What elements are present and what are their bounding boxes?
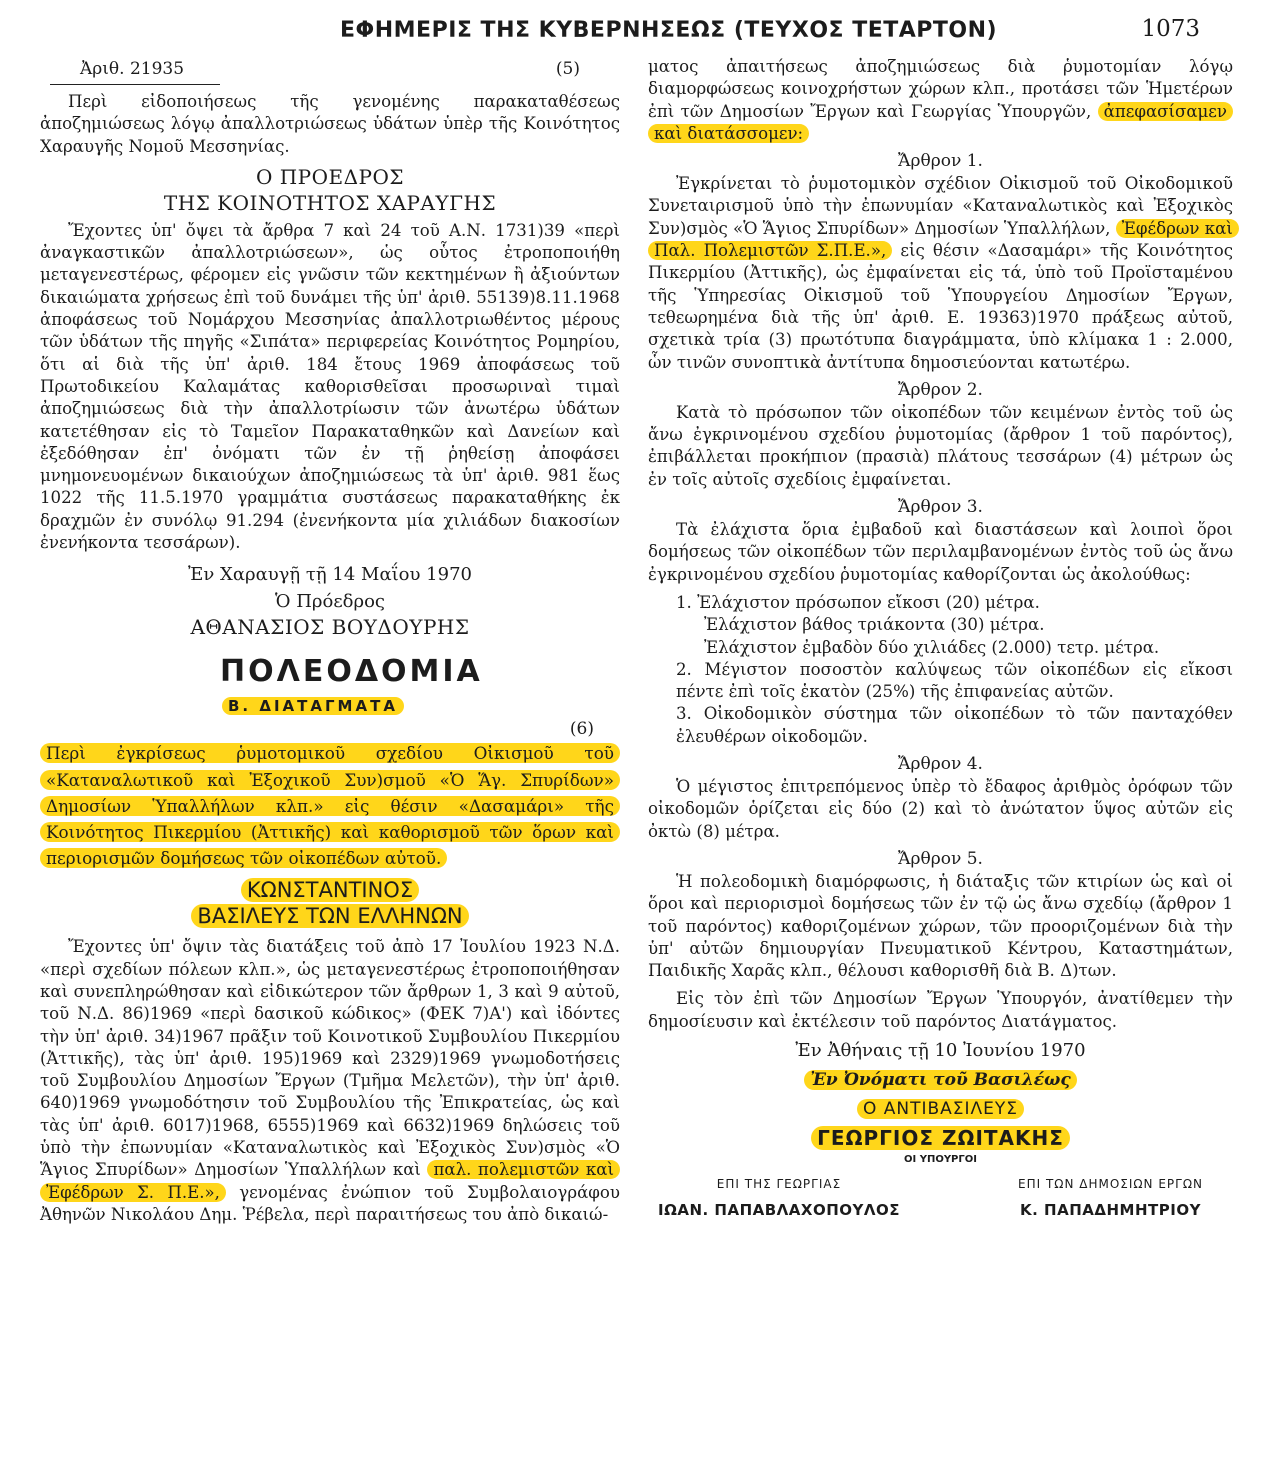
list-item: Ἐλάχιστον ἐμβαδὸν δύο χιλιάδες (2.000) τετρ. μέτρα. [704,637,1160,657]
regent-title-wrap [648,1095,1233,1123]
regent-name: ΓΕΩΡΓΙΟΣ ΖΩΙΤΑΚΗΣ [811,1126,1070,1150]
decision-number: Ἀριθ. 21935 [80,59,185,79]
section-title: ΠΟΛΕΟΔΟΜΙΑ [220,654,483,690]
king-title-wrap [40,903,620,930]
section-sub-wrap [222,694,620,718]
article-3-list [648,592,1233,748]
article-2-title: Ἄρθρον 2. [898,379,983,400]
regent-title: Ο ΑΝΤΙΒΑΣΙΛΕΥΣ [857,1099,1024,1119]
regent-name-wrap [648,1123,1233,1153]
minister-2-name: Κ. ΠΑΠΑΔΗΜΗΤΡΙΟΥ [1020,1200,1201,1219]
king-name-wrap [40,877,620,903]
divider [50,84,220,85]
minister-1-name: ΙΩΑΝ. ΠΑΠΑΒΛΑΧΟΠΟΥΛΟΣ [658,1200,900,1219]
decree-preamble [40,936,620,1226]
article-5-title: Ἄρθρον 5. [898,848,983,869]
gazette-title: ΕΦΗΜΕΡΙΣ ΤΗΣ ΚΥΒΕΡΝΗΣΕΩΣ (ΤΕΥΧΟΣ ΤΕΤΑΡΤΟΝ) [340,18,998,43]
minister-2 [1018,1177,1203,1219]
page-header [40,14,1230,50]
in-name-wrap [648,1065,1233,1095]
list-item: 3. Οἰκοδομικὸν σύστημα τῶν οἰκοπέδων τὸ τῶν πανταχόθεν ἐλευθέρων οἰκοδομῶν. [676,704,1233,746]
minister-1-title: ΕΠΙ ΤΗΣ ΓΕΩΡΓΙΑΣ [716,1176,842,1191]
list-item: Ἐλάχιστον βάθος τριάκοντα (30) μέτρα. [704,615,1045,635]
minister-1 [658,1177,900,1219]
article-3-title: Ἄρθρον 3. [898,497,983,518]
in-name-of-king: Ἐν Ὀνόματι τοῦ Βασιλέως [804,1070,1076,1090]
section-subtitle: Β. ΔΙΑΤΑΓΜΑΤΑ [222,697,404,715]
minister-signatures [648,1177,1233,1219]
ministers-label: ΟΙ ΥΠΟΥΡΓΟΙ [904,1153,977,1165]
notice-subject: Περὶ εἰδοποιήσεως τῆς γενομένης παρακαταθέσεως ἀποζημιώσεως λόγῳ ἀπαλλοτριώσεως ὑδάτων ὑπὲρ τῆς Κοινότητος Χαραυγῆς Νομοῦ Μεσσηνίας. [40,92,620,156]
decree-date: Ἐν Ἀθήναις τῇ 10 Ἰουνίου 1970 [795,1039,1086,1061]
decree-subject: Περὶ ἐγκρίσεως ῥυμοτομικοῦ σχεδίου Οἰκισμοῦ τοῦ «Καταναλωτικοῦ καὶ Ἐξοχικοῦ Συν)σμοῦ «Ὁ Ἅγ. Σπυρίδων» Δημοσίων Ὑπαλλήλων κλπ.» εἰς θέσιν «Δασαμάρι» τῆς Κοινότητος Πικερμίου (Ἀττικῆς) καὶ καθορισμοῦ τῶν ὅρων καὶ περιορισμῶν δομήσεως τῶν οἰκοπέδων αὐτοῦ. [40,743,620,868]
decision-row [40,56,620,82]
preamble-part-b: γενομένας ἐνώπιον τοῦ Συμβολαιογράφου Ἀθηνῶν Νικολάου Δημ. Ῥέβελα, περὶ παραιτήσεως του ἀπὸ δικαιώ- [40,1182,620,1224]
authority-title: Ο ΠΡΟΕΔΡΟΣ [255,164,405,189]
article-1-highlight: Ἐφέδρων καὶ Παλ. Πολεμιστῶν Σ.Π.Ε.», [648,219,1239,260]
section-heading [220,652,620,692]
right-column [648,56,1233,1219]
intro-highlight: ἀπεφασίσαμεν καὶ διατάσσομεν: [648,102,1233,143]
signer-title: Ὁ Πρόεδρος [275,591,385,613]
notice-body: Ἔχοντες ὑπ' ὄψει τὰ ἄρθρα 7 καὶ 24 τοῦ Α.Ν. 1731)39 «περὶ ἀναγκαστικῶν ἀπαλλοτριώσεων», ὡς οὗτος ἐτροποποιήθη μεταγενεστέρως, φέρομεν εἰς γνῶσιν τῶν κεκτημένων ἢ ἀξιούντων δικαιώματα χρήσεως ἐπὶ τοῦ δυνάμει τῆς ὑπ' ἀριθ. 55139)8.11.1968 ἀποφάσεως τοῦ Νομάρχου Μεσσηνίας ἀπαλλοτριωθέντος μέρους τῶν ὑδάτων τῆς πηγῆς «Σιπάτα» περιφερείας Κοινότητος Ρομηρίου, ὅτι αἱ διὰ τῆς ὑπ' ἀριθ. 184 ἔτους 1969 ἀποφάσεως τοῦ Πρωτοδικείου Καλαμάτας καθορισθεῖσαι προσωριναὶ τιμαὶ ἀποζημιώσεως διὰ τὴν ἀπαλλοτρίωσιν τῶν ἀνωτέρω ὑδάτων κατετέθησαν εἰς τὸ Ταμεῖον Παρακαταθηκῶν καὶ Δανείων καὶ ἐξεδόθησαν ἐπ' ὀνόματι τῶν ἐν τῇ ῥηθείσῃ ἀποφάσει μνημονευομένων δικαιούχων ἀποζημιώσεως τὰ ὑπ' ἀριθ. 981 ἕως 1022 τῆς 11.5.1970 γραμμάτια συστάσεως παρακαταθήκης ἐκ δραχμῶν ἐν συνόλῳ 91.294 (ἐνενήκοντα μία χιλιάδων διακοσίων ἐνενήκοντα τεσσάρων). [40,220,620,553]
minister-2-title: ΕΠΙ ΤΩΝ ΔΗΜΟΣΙΩΝ ΕΡΓΩΝ [1017,1176,1203,1191]
article-4-body: Ὁ μέγιστος ἐπιτρεπόμενος ὑπὲρ τὸ ἔδαφος ἀριθμὸς ὀρόφων τῶν οἰκοδομῶν ὁρίζεται εἰς δύο (2) καὶ τὸ ἀνώτατον ὕψος αὐτῶν εἰς ὀκτὼ (8) μέτρα. [648,777,1233,841]
king-title: ΒΑΣΙΛΕΥΣ ΤΩΝ ΕΛΛΗΝΩΝ [191,904,468,928]
list-item: 1. Ἐλάχιστον πρόσωπον εἴκοσι (20) μέτρα. [676,592,1040,612]
king-name: ΚΩΝΣΤΑΝΤΙΝΟΣ [241,878,419,902]
item-number: (5) [555,59,580,79]
article-4-title: Ἄρθρον 4. [898,754,983,775]
article-1-body [648,173,1233,374]
article-1-text-b: εἰς θέσιν «Δασαμάρι» τῆς Κοινότητος Πικερμίου (Ἀττικῆς), ὡς ἐμφαίνεται εἰς τά, ὑπὸ τοῦ Προϊσταμένου τῆς Ὑπηρεσίας Οἰκισμοῦ τοῦ Ὑπουργείου Δημοσίων Ἔργων, τεθεωρημένα διὰ τῆς ὑπ' ἀριθ. Ε. 19363)1970 πράξεως αὐτοῦ, σχετικὰ τρία (3) πρωτότυπα διαγράμματα, ὑπὸ κλίμακα 1 : 2.000, ὧν τινῶν συνοπτικὰ ἀντίτυπα δημοσιεύονται κατωτέρω. [648,241,1234,372]
decree-intro [648,56,1233,145]
article-5-body: Ἡ πολεοδομικὴ διαμόρφωσις, ἡ διάταξις τῶν κτιρίων ὡς καὶ οἱ ὅροι καὶ περιορισμοὶ δομήσεως τῶν ἐν τῷ ὡς ἄνω σχεδίῳ (ἄρθρον 1 τοῦ παρόντος) καθοριζομένων χώρων, τῶν προοριζομένων διὰ τὴν ὑπ' αὐτῶν δημιουργίαν Πνευματικοῦ Κέντρου, Καταστημάτων, Παιδικῆς Χαρᾶς κλπ., θέλουσι καθορισθῆ διὰ Β. Δ)των. [648,871,1233,981]
notice-date: Ἐν Χαραυγῇ τῇ 14 Μαΐου 1970 [188,564,472,586]
authority-subtitle: ΤΗΣ ΚΟΙΝΟΤΗΤΟΣ ΧΑΡΑΥΓΗΣ [163,190,497,215]
signer-name: ΑΘΑΝΑΣΙΟΣ ΒΟΥΔΟΥΡΗΣ [190,615,470,640]
closing-text: Εἰς τὸν ἐπὶ τῶν Δημοσίων Ἔργων Ὑπουργόν, ἀνατίθεμεν τὴν δημοσίευσιν καὶ ἐκτέλεσιν τοῦ παρόντος Διατάγματος. [648,989,1233,1031]
article-3-body: Τὰ ἐλάχιστα ὅρια ἐμβαδοῦ καὶ διαστάσεων καὶ λοιποὶ ὅροι δομήσεως τῶν οἰκοπέδων τῶν περιλαμβανομένων ἐντὸς τοῦ ὡς ἄνω ἐγκρινομένου σχεδίου ῥυμοτομίας καθορίζονται ὡς ἀκολούθως: [648,520,1233,584]
intro-text: ματος ἀπαιτήσεως ἀποζημιώσεως διὰ ῥυμοτομίαν λόγῳ διαμορφώσεως κοινοχρήστων χώρων κλπ., προτάσει τῶν Ἡμετέρων ἐπὶ τῶν Δημοσίων Ἔργων καὶ Γεωργίας Ὑπουργῶν, [648,57,1233,121]
item2-number: (6) [569,719,594,740]
article-1-text-a: Ἐγκρίνεται τὸ ῥυμοτομικὸν σχέδιον Οἰκισμοῦ τοῦ Οἰκοδομικοῦ Συνεταιρισμοῦ ὑπὸ τὴν ἐπωνυμίαν «Καταναλωτικὸς καὶ Ἐξοχικὸς Συν)σμὸς «Ὁ Ἅγιος Σπυρίδων» Δημοσίων Ὑπαλλήλων, [648,174,1233,238]
decree-subject-wrap [40,740,620,871]
article-2-body: Κατὰ τὸ πρόσωπον τῶν οἰκοπέδων τῶν κειμένων ἐντὸς τοῦ ὡς ἄνω ἐγκρινομένου σχεδίου ῥυμοτομίας (ἄρθρον 1 τοῦ παρόντος), ἐπιβάλλεται προκήπιον (πρασιὰ) πλάτους τεσσάρων (4) μέτρων ὡς ἐν τοῖς αὐτοῖς σχεδίοις ἐμφαίνεται. [648,402,1233,489]
left-column [40,56,620,1226]
list-item: 2. Μέγιστον ποσοστὸν καλύψεως τῶν οἰκοπέδων εἰς εἴκοσι πέντε ἐπὶ τοῖς ἑκατὸν (25%) τῆς ἐπιφανείας αὐτῶν. [676,659,1233,702]
preamble-highlight: παλ. πολεμιστῶν καὶ Ἐφέδρων Σ. Π.Ε.», [40,1160,620,1201]
preamble-part-a: Ἔχοντες ὑπ' ὄψιν τὰς διατάξεις τοῦ ἀπὸ 17 Ἰουλίου 1923 Ν.Δ. «περὶ σχεδίων πόλεων κλπ.», ὡς μεταγενεστέρως ἐτροποποιήθησαν καὶ συνεπληρώθησαν καὶ εἰδικώτερον τῶν ἄρθρων 1, 3 καὶ 9 αὐτοῦ, τοῦ Ν.Δ. 86)1969 «περὶ δασικοῦ κώδικος» (ΦΕΚ 7)Α') καὶ ἰδόντες τὴν ὑπ' ἀριθ. 34)1967 πρᾶξιν τοῦ Κοινοτικοῦ Συμβουλίου Πικερμίου (Ἀττικῆς), τὰς ὑπ' ἀριθ. 195)1969 καὶ 2329)1969 γνωμοδοτήσεις τοῦ Συμβουλίου Δημοσίων Ἔργων (Τμῆμα Μελετῶν), τὴν ὑπ' ἀριθ. 640)1969 γνωμοδότησιν τοῦ Συμβουλίου τῆς Ἐπικρατείας, ὡς καὶ τὰς ὑπ' ἀριθ. 6017)1968, 6555)1969 καὶ 6632)1969 δηλώσεις τοῦ ὑπὸ τὴν ἐπωνυμίαν «Καταναλωτικὸς καὶ Ἐξοχικὸς Συν)σμὸς «Ὁ Ἅγιος Σπυρίδων» Δημοσίων Ὑπαλλήλων καὶ [40,937,620,1180]
article-1-title: Ἄρθρον 1. [898,151,983,172]
page-number: 1073 [1141,16,1200,42]
